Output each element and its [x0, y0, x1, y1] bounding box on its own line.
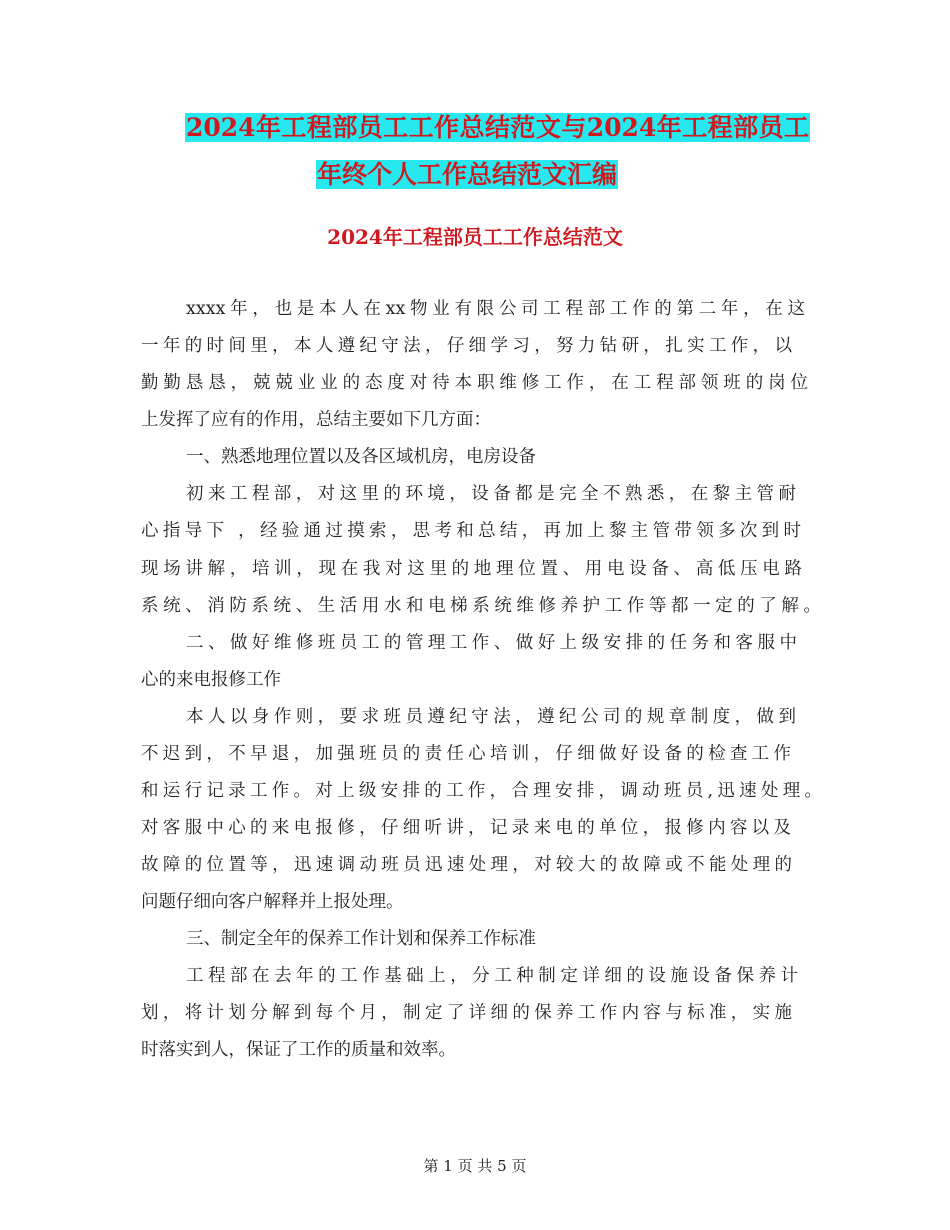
- heading-line: 心的来电报修工作: [141, 670, 281, 690]
- paragraph-line: 时落实到人，保证了工作的质量和效率。: [141, 1040, 456, 1060]
- paragraph-line: 不迟到，不早退，加强班员的责任心培训，仔细做好设备的检查工作: [141, 744, 791, 764]
- document-title-line-2: [316, 160, 618, 190]
- title-highlight-2: 年终个人工作总结范文汇编: [317, 160, 618, 189]
- paragraph-line: 勤勤恳恳，兢兢业业的态度对待本职维修工作，在工程部领班的岗位: [141, 373, 808, 393]
- paragraph-line: 系统、消防系统、生活用水和电梯系统维修养护工作等都一定的了解。: [141, 596, 821, 616]
- heading-line: 三、制定全年的保养工作计划和保养工作标准: [186, 929, 536, 949]
- paragraph-line: 工程部在去年的工作基础上，分工种制定详细的设施设备保养计: [186, 966, 798, 986]
- heading-line: 一、熟悉地理位置以及各区域机房，电房设备: [186, 447, 536, 467]
- paragraph-line: 现场讲解，培训，现在我对这里的地理位置、用电设备、高低压电路: [141, 559, 802, 579]
- page-footer: 第 1 页 共 5 页: [423, 1157, 527, 1175]
- paragraph-line: 划，将计划分解到每个月，制定了详细的保养工作内容与标准，实施: [141, 1003, 792, 1023]
- paragraph-line: 上发挥了应有的作用，总结主要如下几方面：: [141, 410, 491, 430]
- paragraph-line: 故障的位置等，迅速调动班员迅速处理，对较大的故障或不能处理的: [141, 855, 792, 875]
- section-title: 2024年工程部员工工作总结范文: [327, 225, 623, 249]
- paragraph-line: 问题仔细向客户解释并上报处理。: [141, 892, 404, 912]
- paragraph-line: 初来工程部，对这里的环境，设备都是完全不熟悉，在黎主管耐: [186, 484, 796, 504]
- paragraph-line: 和运行记录工作。对上级安排的工作，合理安排，调动班员,迅速处理。: [141, 781, 822, 801]
- document-title-line-1: [185, 113, 810, 143]
- paragraph-line: 对客服中心的来电报修，仔细听讲，记录来电的单位，报修内容以及: [141, 818, 791, 838]
- paragraph-line: xxxx年，也是本人在xx物业有限公司工程部工作的第二年，在这: [186, 299, 805, 319]
- paragraph-line: 一年的时间里，本人遵纪守法，仔细学习，努力钻研，扎实工作，以: [141, 336, 792, 356]
- paragraph-line: 心指导下 ，经验通过摸索，思考和总结，再加上黎主管带领多次到时: [141, 521, 801, 541]
- title-highlight-1: 2024年工程部员工工作总结范文与2024年工程部员工: [186, 113, 809, 142]
- paragraph-line: 本人以身作则，要求班员遵纪守法，遵纪公司的规章制度，做到: [186, 707, 796, 727]
- heading-line: 二、做好维修班员工的管理工作、做好上级安排的任务和客服中: [186, 633, 797, 653]
